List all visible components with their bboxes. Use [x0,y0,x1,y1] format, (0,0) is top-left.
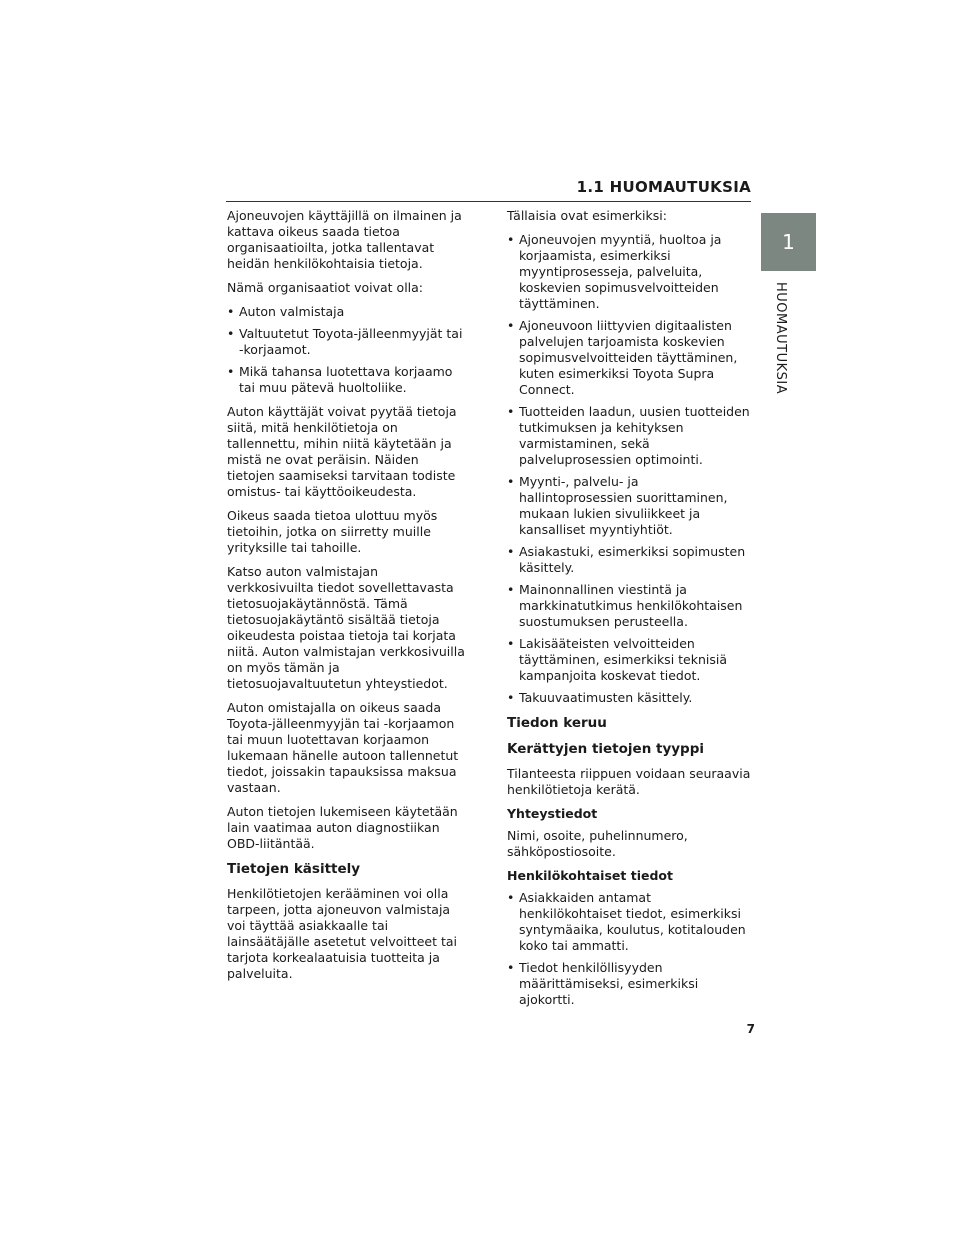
paragraph: Katso auton valmistajan verkkosivuilta tiedot sovellettavasta tietosuojakäytännöstä. Tämä tietosuojakäytäntö sisältää tietoja oikeudesta poistaa tietoja tai korjata niitä. Auton valmistajan verkkosivuilla on myös tämän ja tietosuojavaltuutetun yhteystiedot. [227,564,465,691]
list-item: • Valtuutetut Toyota-jälleenmyyjät tai -korjaamot. [227,326,467,358]
list-item: • Tiedot henkilöllisyyden määrittämiseksi, esimerkiksi ajokortti. [507,960,752,1008]
subheading: Henkilökohtaiset tiedot [507,868,673,883]
bullet-list [227,304,467,396]
paragraph: Nimi, osoite, puhelinnumero, sähköpostiosoite. [507,828,688,859]
list-item: • Tuotteiden laadun, uusien tuotteiden tutkimuksen ja kehityksen varmistaminen, sekä palveluprosessien optimointi. [507,404,752,468]
subheading: Yhteystiedot [507,806,598,821]
section-heading: Tiedon keruu [507,715,607,731]
chapter-number: 1 [782,230,795,254]
list-item: • Asiakkaiden antamat henkilökohtaiset tiedot, esimerkiksi syntymäaika, koulutus, kotitalouden koko tai ammatti. [507,890,752,954]
list-item: • Lakisääteisten velvoitteiden täyttäminen, esimerkiksi teknisiä kampanjoita koskevat tiedot. [507,636,752,684]
page-header [226,177,751,202]
chapter-label: HUOMAUTUKSIA [773,282,788,395]
page-number: 7 [746,1022,755,1036]
section-title: 1.1 HUOMAUTUKSIA [576,178,751,196]
list-item: • Mainonnallinen viestintä ja markkinatutkimus henkilökohtaisen suostumuksen perusteella. [507,582,752,630]
section-heading: Tietojen käsittely [227,861,361,877]
paragraph: Ajoneuvojen käyttäjillä on ilmainen ja kattava oikeus saada tietoa organisaatioilta, jotka tallentavat heidän henkilökohtaisia tietoja. [227,208,462,271]
paragraph: Oikeus saada tietoa ulottuu myös tietoihin, jotka on siirretty muille yrityksille tai tahoille. [227,508,438,555]
list-item: • Ajoneuvoon liittyvien digitaalisten palvelujen tarjoamista koskevien sopimusvelvoitteiden täyttäminen, kuten esimerkiksi Toyota Supra Connect. [507,318,752,398]
bullet-list [507,232,752,706]
list-item: • Takuuvaatimusten käsittely. [507,690,752,706]
paragraph: Tilanteesta riippuen voidaan seuraavia henkilötietoja kerätä. [507,766,751,797]
list-item: • Mikä tahansa luotettava korjaamo tai muu pätevä huoltoliike. [227,364,467,396]
right-column [507,208,752,1016]
bullet-list [507,890,752,1008]
paragraph: Nämä organisaatiot voivat olla: [227,280,424,295]
paragraph: Henkilötietojen kerääminen voi olla tarpeen, jotta ajoneuvon valmistaja voi täyttää asiakkaalle tai lainsäätäjälle asetetut velvoitteet tai tarjota korkealaatuisia tuotteita ja palveluita. [227,886,457,981]
paragraph: Tällaisia ovat esimerkiksi: [507,208,667,223]
list-item: • Auton valmistaja [227,304,467,320]
paragraph: Auton omistajalla on oikeus saada Toyota-jälleenmyyjän tai -korjaamon tai muun luotettavan korjaamon lukemaan hänelle autoon tallennetut tiedot, joissakin tapauksissa maksua vastaan. [227,700,459,795]
list-item: • Asiakastuki, esimerkiksi sopimusten käsittely. [507,544,752,576]
left-column [227,208,467,990]
section-heading: Kerättyjen tietojen tyyppi [507,741,705,757]
chapter-tab [761,213,816,271]
list-item: • Myynti-, palvelu- ja hallintoprosessien suorittaminen, mukaan lukien sivuliikkeet ja kansalliset myyntiyhtiöt. [507,474,752,538]
paragraph: Auton käyttäjät voivat pyytää tietoja siitä, mitä henkilötietoja on tallennettu, mihin niitä käytetään ja mistä ne ovat peräisin. Näiden tietojen saamiseksi tarvitaan todiste omistus- tai käyttöoikeudesta. [227,404,457,499]
list-item: • Ajoneuvojen myyntiä, huoltoa ja korjaamista, esimerkiksi myyntiprosesseja, palveluita, koskevien sopimusvelvoitteiden täyttäminen. [507,232,752,312]
paragraph: Auton tietojen lukemiseen käytetään lain vaatimaa auton diagnostiikan OBD-liitäntää. [227,804,458,851]
